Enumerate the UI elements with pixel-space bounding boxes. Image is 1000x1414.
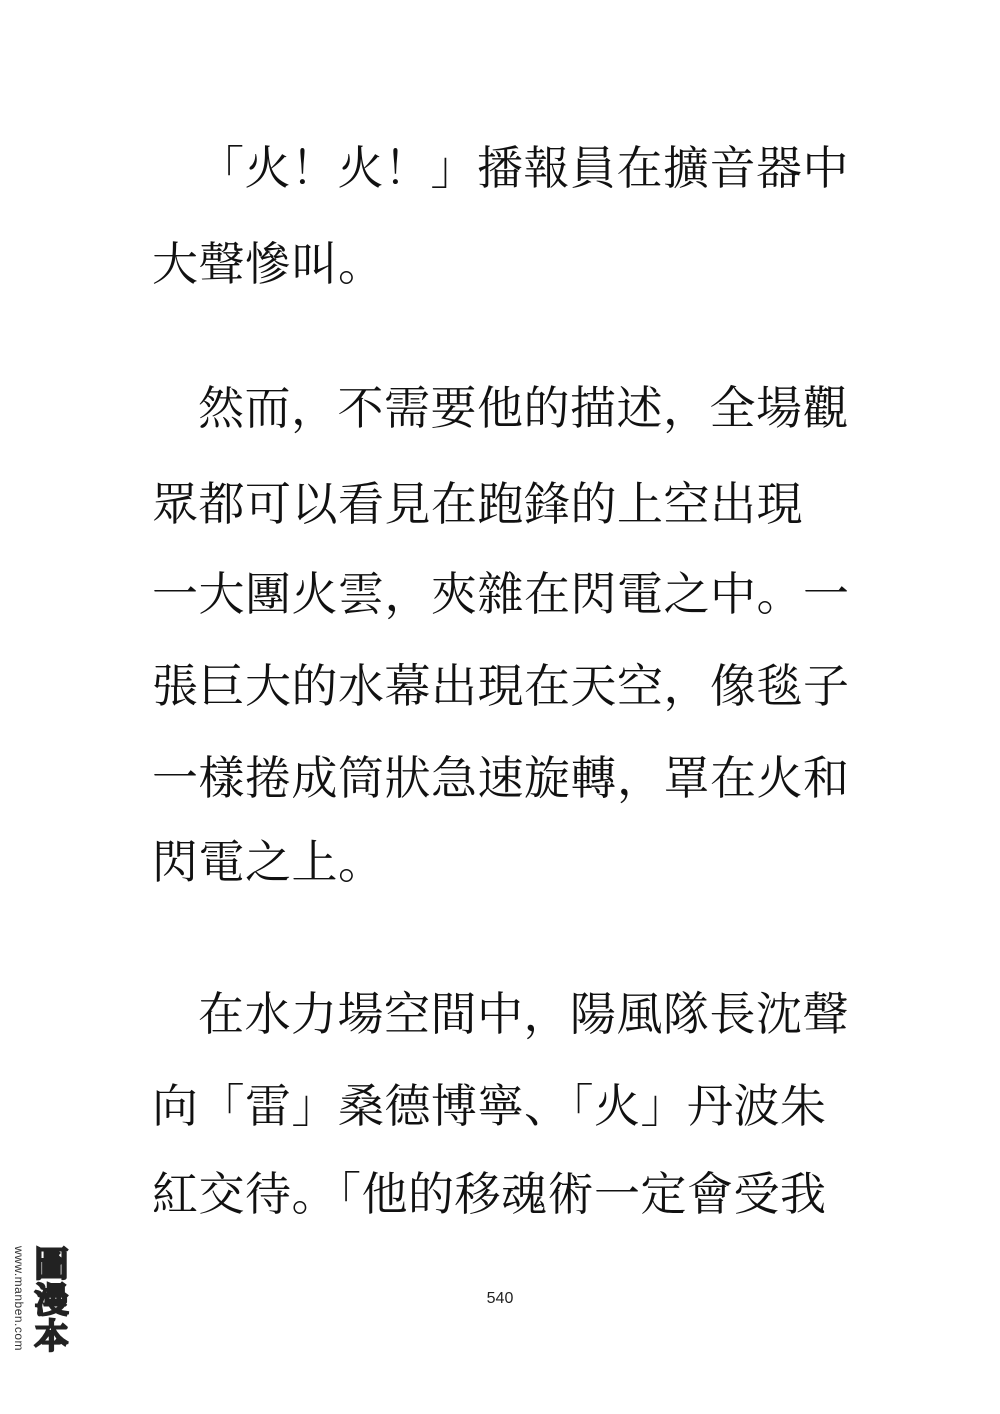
watermark (8, 1246, 66, 1406)
watermark-url: www.manben.com (12, 1246, 26, 1352)
text-line: 然而，不需要他的描述，全場觀 (198, 381, 849, 435)
text-line: 在水力場空間中，陽風隊長沈聲 (198, 987, 849, 1041)
text-line: 大聲慘叫。 (152, 237, 385, 291)
text-line: 「火！火！」播報員在擴音器中 (198, 141, 849, 195)
text-line: 一樣捲成筒狀急速旋轉，罩在火和 (152, 751, 850, 805)
text-line: 眾都可以看見在跑鋒的上空出現 (152, 477, 803, 531)
text-line: 閃電之上。 (152, 835, 385, 889)
page-number: 540 (486, 1290, 514, 1307)
text-line: 向「雷」桑德博寧、「火」丹波朱 (152, 1079, 827, 1133)
text-line: 一大團火雲，夾雜在閃電之中。一 (152, 567, 850, 621)
text-line: 紅交待。「他的移魂術一定會受我 (152, 1167, 827, 1221)
watermark-logo: 圖漫本 (28, 1246, 68, 1354)
text-line: 張巨大的水幕出現在天空，像毯子 (152, 659, 850, 713)
